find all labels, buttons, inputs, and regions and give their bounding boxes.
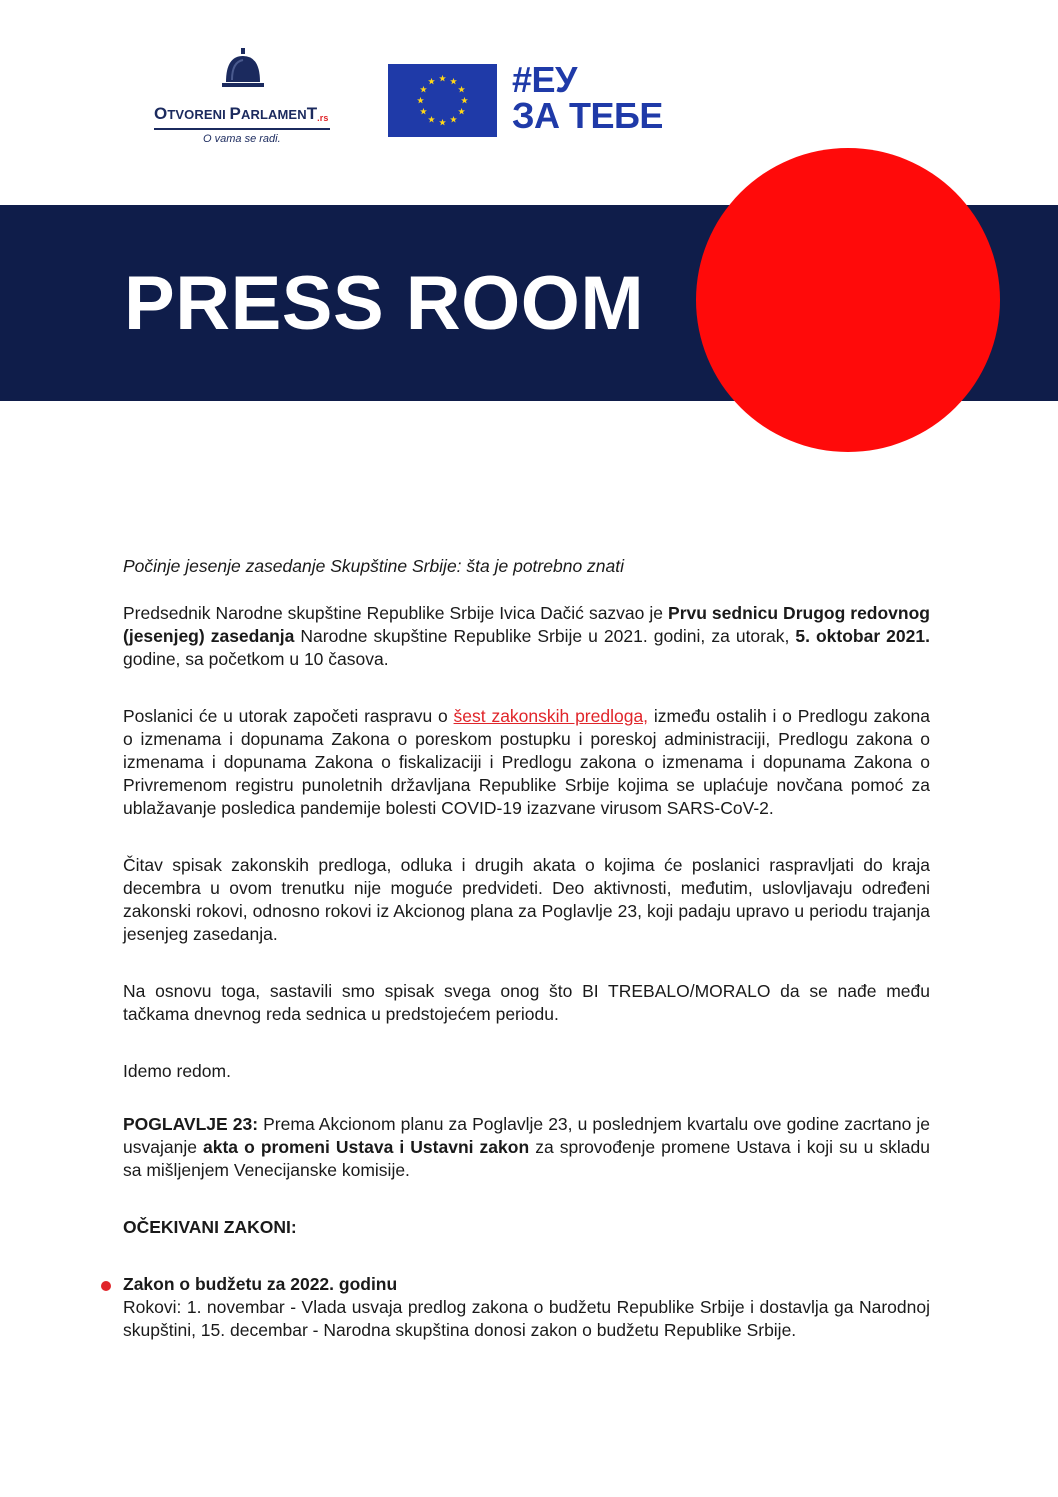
paragraph-6: POGLAVLJE 23: Prema Akcionom planu za Poglavlje 23, u poslednjem kvartalu ove godine zacrtano je usvajanje akta o promeni Ustava i Ustavni zakon za sprovođenje promene Ustava i koji su u skladu sa mišljenjem Venecijanske komisije. — [123, 1114, 930, 1180]
eu-slogan — [512, 59, 663, 136]
decorative-red-circle — [696, 148, 1000, 452]
eu-flag-icon — [388, 64, 497, 137]
logo-underline — [154, 128, 330, 130]
parliament-dome-icon — [220, 48, 266, 92]
list-item-title: Zakon o budžetu za 2022. godinu — [123, 1274, 398, 1294]
logo-suffix: .rs — [317, 113, 329, 123]
page-title: PRESS ROOM — [124, 261, 645, 346]
article-body — [123, 555, 930, 1342]
paragraph-2: Poslanici će u utorak započeti raspravu o šest zakonskih predloga, između ostalih i o Predlogu zakona o izmenama i dopunama Zakona o poreskom postupku i poreskoj administraciji, Predlogu zakona o izmenama i dopunama Zakona o fiskalizaciji i Predlogu zakona o izmenama i dopunama Zakona o Privremenom registru punoletnih državljana Republike Srbije kojima se uplaćuje novčana pomoć za ublažavanje posledica pandemije bolesti COVID-19 izazvane virusom SARS-CoV-2. — [123, 706, 931, 818]
paragraph-3: Čitav spisak zakonskih predloga, odluka i drugih akata o kojima će poslanici raspravljati do kraja decembra u ovom trenutku nije moguće predvideti. Deo aktivnosti, međutim, uslovljavaju određeni zakonski rokovi, odnosno rokovi iz Akcionog plana za Poglavlje 23, koji padaju upravo u periodu trajanja jesenjeg zasedanja. — [123, 855, 930, 944]
logo-name: OTVORENI PARLAMENT.rs — [154, 104, 329, 123]
article-subtitle: Počinje jesenje zasedanje Skupštine Srbije: šta je potrebno znati — [123, 556, 625, 576]
section-heading: OČEKIVANI ZAKONI: — [123, 1217, 297, 1237]
zakonski-predlozi-link[interactable]: šest zakonskih predloga, — [453, 706, 649, 726]
list-item-text: Rokovi: 1. novembar - Vlada usvaja predlog zakona o budžetu Republike Srbije i dostavlja ga Narodnoj skupštini, 15. decembar - Narodna skupština donosi zakon o budžetu Republike Srbije. — [123, 1297, 930, 1340]
paragraph-4: Na osnovu toga, sastavili smo spisak svega onog što BI TREBALO/MORALO da se nađe među tačkama dnevnog reda sednica u predstojećem periodu. — [123, 981, 930, 1024]
eu-slogan-line2: ЗА ТЕБЕ — [512, 95, 663, 136]
bullet-dot-icon — [101, 1281, 111, 1291]
otvoreni-parlament-logo — [150, 48, 335, 158]
paragraph-1: Predsednik Narodne skupštine Republike Srbije Ivica Dačić sazvao je Prvu sednicu Drugog redovnog (jesenjeg) zasedanja Narodne skupštine Republike Srbije u 2021. godini, za utorak, 5. oktobar 2021. godine, sa početkom u 10 časova. — [123, 603, 930, 669]
paragraph-5: Idemo redom. — [123, 1061, 231, 1081]
logo-tagline: O vama se radi. — [203, 133, 281, 145]
list-item — [123, 1273, 930, 1342]
eu-slogan-line1: #ЕУ — [512, 59, 577, 100]
